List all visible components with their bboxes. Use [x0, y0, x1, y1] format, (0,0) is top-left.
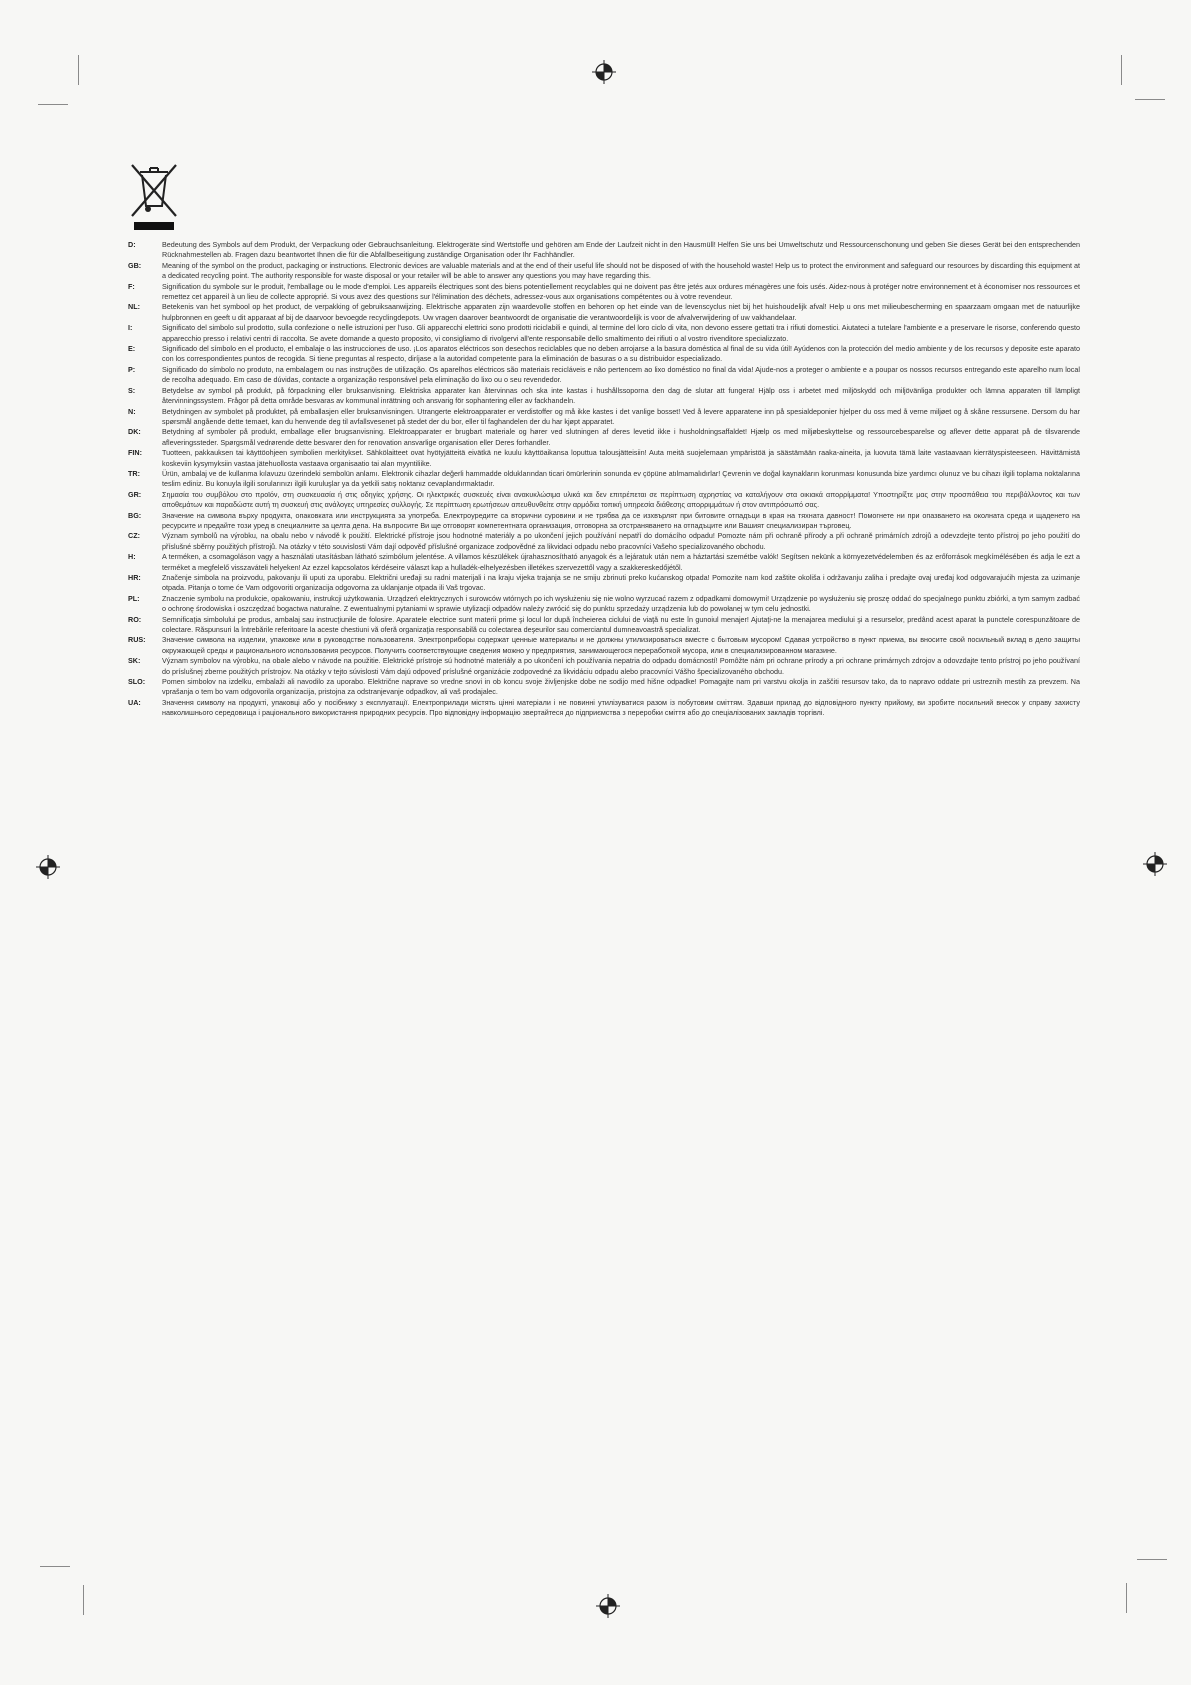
disposal-notice-entry — [128, 240, 1080, 261]
disposal-notice-text: Значение символа на изделии, упаковке или в руководстве пользователя. Электроприборы содержат ценные материалы и не должны утилизироваться вместе с бытовым мусором! Сдавая устройство в пункт приема, вы вносите свой посильный вклад в дело защиты окружающей среды и рационального использования ресурсов. Получить соответствующие сведения можно у предприятия, занимающегося переработкой мусора, или в специализированном магазине. — [162, 635, 1080, 655]
language-code: DK: — [128, 427, 141, 437]
disposal-notice-entry — [128, 594, 1080, 615]
crop-mark-bottom-right-h — [1137, 1559, 1167, 1560]
disposal-notice-entry — [128, 635, 1080, 656]
disposal-notice-text: Význam symbolov na výrobku, na obale alebo v návode na použitie. Elektrické prístroje sú hodnotné materiály a po ukončení ich používania nepatria do odpadu domácností! Pomôžte nám pri ochrane prírody a pri ochrane primárnych zdrojov a odovzdajte tento prístroj po jeho používaní do príslušnej zberne použitých prístrojov. Na otázky v tejto súvislosti Vám dajú odpoveď príslušné organizácie zodpovedné za likvidáciu odpadu alebo pracovníci Vášho špecializovaného obchodu. — [162, 656, 1080, 676]
language-code: UA: — [128, 697, 141, 707]
disposal-notice-entry — [128, 386, 1080, 407]
crop-mark-top-left-v — [78, 55, 79, 85]
disposal-notice-entry — [128, 344, 1080, 365]
language-code: D: — [128, 240, 136, 249]
language-code: N: — [128, 406, 136, 416]
registration-mark-icon — [36, 855, 60, 879]
language-code: FIN: — [128, 448, 142, 458]
language-code: SK: — [128, 656, 141, 666]
disposal-notice-text: Pomen simbolov na izdelku, embalaži ali navodilo za uporabo. Električne naprave so vredne snovi in ob koncu svoje življenjske dobe ne sodijo med hišne odpadke! Pomagajte nam pri varstvu okolja in zaščiti resursov tako, da to napravo oddate pri ustreznih mestih za prevzem. Na vprašanja o tem bo vam odgovorila organizacija, pristojna za odstranjevanje odpadkov, ali vaš prodajalec. — [162, 677, 1080, 697]
disposal-notice-entry — [128, 615, 1080, 636]
language-code: RO: — [128, 614, 142, 624]
language-code: NL: — [128, 302, 140, 312]
disposal-notice-entry — [128, 573, 1080, 594]
registration-mark-icon — [596, 1594, 620, 1618]
disposal-notice-text: Значення символу на продукті, упаковці або у посібнику з експлуатації. Електроприлади містять цінні матеріали і не повинні утилізуватися разом із побутовим сміттям. Здавши прилад до відповідного пункту прийому, ви зробите посильний внесок у справу захисту навколишнього середовища і раціонального використання природних ресурсів. Про відповідну інформацію звертайтеся до підприємства з переробки сміття або до спеціалізованих закладів торгівлі. — [162, 697, 1080, 718]
disposal-notice-entry — [128, 490, 1080, 511]
crop-mark-bottom-left-h — [40, 1566, 70, 1567]
language-code: BG: — [128, 510, 142, 520]
language-code: GB: — [128, 260, 142, 270]
language-code: I: — [128, 323, 133, 333]
language-code: TR: — [128, 468, 140, 478]
disposal-notice-entry — [128, 511, 1080, 532]
disposal-notice-text: Betydning af symboler på produkt, emballage eller brugsanvisning. Elektroapparater er brugbart materiale og hører ved slutningen af deres levetid ikke i husholdningsaffaldet! Hjælp os med miljøbeskyttelse og ressourcebesparelse og aflever dette apparat på de tilsvarende afleveringssteder. Spørgsmål vedrørende dette besvarer den for renovation ansvarlige organisation eller Deres forhandler. — [162, 427, 1080, 447]
language-code: E: — [128, 344, 136, 354]
disposal-notice-entry — [128, 448, 1080, 469]
disposal-notice-text: Significado do símbolo no produto, na embalagem ou nas instruções de utilização. Os aparelhos eléctricos são materiais recicláveis e não pertencem ao lixo doméstico no final da vida! Ajude-nos a proteger o ambiente e a poupar os nossos recursos entregando este aparelho num local de recolha adequado. Em caso de dúvidas, contacte a organização responsável pela eliminação do lixo ou o seu revendedor. — [162, 364, 1080, 385]
language-code: S: — [128, 385, 136, 395]
disposal-notice-entry — [128, 656, 1080, 677]
disposal-notice-text: Significato del simbolo sul prodotto, sulla confezione o nelle istruzioni per l'uso. Gli apparecchi elettrici sono prodotti riciclabili e quindi, al termine del loro ciclo di vita, non devono essere gettati tra i rifiuti domestici. Aiutateci a tutelare l'ambiente e a preservare le risorse, conferendo questo apparecchio presso i relativi centri di raccolta. Se avete domande a questo proposito, vi consigliamo di rivolgervi all'ente responsabile dello smaltimento dei rifiuti o al vostro rivenditore specializzato. — [162, 323, 1080, 343]
disposal-notice-text: Meaning of the symbol on the product, packaging or instructions. Electronic devices are valuable materials and at the end of their useful life should not be disposed of with the household waste! Help us to protect the environment and safeguard our resources by discarding this equipment at a dedicated recycling point. The authority responsible for waste disposal or your retailer will be able to answer any questions you may have regarding this. — [162, 260, 1080, 281]
disposal-notice-entry — [128, 698, 1080, 719]
disposal-notice-entry — [128, 407, 1080, 428]
disposal-notice-list — [128, 240, 1080, 719]
disposal-notice-text: A terméken, a csomagoláson vagy a használati utasításban látható szimbólum jelentése. A villamos készülékek újrahasznosítható anyagok és a lejáratuk után nem a háztartási szemétbe valók! Segítsen nekünk a környezetvédelemben és az erőforrások megkímélésében és adja le ezt a terméket a megfelelő visszaváteli helyeken! Az ezzel kapcsolatos kérdéseire választ kap a hulladék-elhelyezésben illetékes szervezettől vagy a szakkereskedőjétől. — [162, 552, 1080, 572]
crop-mark-top-right-v — [1121, 55, 1122, 85]
disposal-notice-text: Signification du symbole sur le produit, l'emballage ou le mode d'emploi. Les appareils électriques sont des biens potentiellement recyclables qui ne doivent pas être jetés aux ordures ménagères une fois usés. Aidez-nous à protéger notre environnement et à économiser nos ressources et remettez cet appareil à un lieu de collecte approprié. Si vous avez des questions sur l'élimination des déchets, adressez-vous aux organisations compétentes ou à votre revendeur. — [162, 281, 1080, 302]
crop-mark-bottom-right-v — [1126, 1583, 1127, 1613]
disposal-notice-entry — [128, 323, 1080, 344]
crop-mark-bottom-left-v — [83, 1585, 84, 1615]
disposal-notice-entry — [128, 302, 1080, 323]
disposal-notice-text: Ürün, ambalaj ve de kullanma kılavuzu üzerindeki sembolün anlamı. Elektronik cihazlar değerli hammadde olduklarından ticari ömürlerinin sonunda ev çöpüne atılmamalıdırlar! Çevrenin ve doğal kaynakların korunması konusunda bize yardımcı olunuz ve bu cihazı ilgili toplama noktalarına teslim ediniz. Bu konuyla ilgili sorularınızı ilgili kuruluşlar ya da yetkili satış noktanız cevaplandırmaktadır. — [162, 468, 1080, 489]
language-code: PL: — [128, 593, 140, 603]
language-code: H: — [128, 552, 136, 562]
language-code: HR: — [128, 573, 141, 582]
disposal-notice-text: Significado del símbolo en el producto, el embalaje o las instrucciones de uso. ¡Los aparatos eléctricos son desechos reciclables que no deben arrojarse a la basura doméstica al final de su vida útil! Ayúdenos con la protección del medio ambiente y de los recursos y deposite este aparato con los correspondientes puntos de recogida. Si tiene preguntas al respecto, diríjase a la autoridad competente para la eliminación de basuras o a su distribuidor especializado. — [162, 344, 1080, 364]
crop-mark-top-right-h — [1135, 99, 1165, 100]
disposal-notice-entry — [128, 282, 1080, 303]
language-code: GR: — [128, 489, 142, 499]
disposal-notice-entry — [128, 427, 1080, 448]
disposal-notice-text: Značenje simbola na proizvodu, pakovanju ili uputi za uporabu. Električni uređaji su radni materijali i na kraju vijeka trajanja se ne smiju zbrinuti preko kućanskog otpada! Pomozite nam kod zaštite okoliša i održavanju zaliha i predajte ovaj uređaj kod odgovarajućih mjesta za uzimanje otpada. Pitanja o tome će Vam odgovoriti organizacija odgovorna za uklanjanje otpada ili Vaš trgovac. — [162, 573, 1080, 593]
disposal-notice-text: Semnificaţia simbolului pe produs, ambalaj sau instrucţiunile de folosire. Aparatele electrice sunt materii prime şi locul lor după încheierea ciclului de viaţă nu este în gunoiul menajer! Ajutaţi-ne la menajarea mediului şi a resurselor, predând acest aparat la punctele corespunzătoare de colectare. Răspunsuri la întrebările referitoare la aceste chestiuni vă oferă organizaţia responsabilă cu colectarea deşeurilor sau comerciantul dumneavoastră specializat. — [162, 614, 1080, 635]
disposal-notice-text: Význam symbolů na výrobku, na obalu nebo v návodě k použití. Elektrické přístroje jsou hodnotné materiály a po ukončení jejich používání nepatří do domácího odpadu! Pomozte nám při ochraně přírody a při ochraně primárních zdrojů a odevzdejte tento přístroj po jeho použití do příslušné sběrny použitých přístrojů. Na otázky v této souvislosti Vám dají odpověď příslušné organizace zodpovědné za likvidaci odpadu nebo pracovníci Vašeho specializovaného obchodu. — [162, 531, 1080, 551]
disposal-notice-entry — [128, 365, 1080, 386]
disposal-notice-text: Σημασία του συμβόλου στο προϊόν, στη συσκευασία ή στις οδηγίες χρήσης. Οι ηλεκτρικές συσκευές είναι ανακυκλώσιμα υλικά και δεν επιτρέπεται σε περίπτωση αχρηστίας να καταλήγουν στα οικιακά απορρίμματα! Υποστηρίξτε μας στην προσπάθεια του περιβάλλοντος και των αποθεμάτων και παραδώστε αυτή τη συσκευή στις ανάλογες υπηρεσίες συλλογής. Σε περίπτωση ερωτήσεων απευθυνθείτε στην αρμόδια τοπική υπηρεσία διάθεσης απορριμμάτων ή στον αντιπρόσωπό σας. — [162, 489, 1080, 510]
disposal-notice-text: Betydelse av symbol på produkt, på förpackning eller bruksanvisning. Elektriska apparater kan återvinnas och ska inte kastas i hushållssoporna den dag de slutar att fungera! Hjälp oss i arbetet med miljöskydd och miljövänliga produkter och lämna apparaten till lämpligt återvinningssystem. Frågor på detta område besvaras av kommunal inrättning och ansvarig för sophantering eller av fackhandeln. — [162, 385, 1080, 406]
registration-mark-icon — [1143, 852, 1167, 876]
crop-mark-top-left-h — [38, 104, 68, 105]
disposal-notice-text: Bedeutung des Symbols auf dem Produkt, der Verpackung oder Gebrauchsanleitung. Elektrogeräte sind Wertstoffe und gehören am Ende der Laufzeit nicht in den Hausmüll! Helfen Sie uns bei Umweltschutz und Ressourcenschonung und geben Sie dieses Gerät bei den entsprechenden Rücknahmestellen ab. Fragen dazu beantwortet Ihnen die für die Abfallbeseitigung zuständige Organisation oder Ihr Fachhändler. — [162, 240, 1080, 260]
disposal-notice-entry — [128, 552, 1080, 573]
crossed-out-wheelie-bin-icon — [128, 162, 180, 232]
language-code: P: — [128, 364, 136, 374]
disposal-notice-entry — [128, 261, 1080, 282]
disposal-notice-entry — [128, 531, 1080, 552]
language-code: RUS: — [128, 635, 146, 645]
disposal-notice-text: Znaczenie symbolu na produkcie, opakowaniu, instrukcji użytkowania. Urządzeń elektrycznych i surowców wtórnych po ich wysłużeniu się nie wolno wyrzucać razem z odpadkami domowymi! Urządzenie po wysłużeniu się proszę oddać do specjalnego punktu zbiórki, a tym samym zadbać o ochronę środowiska i oszczędzać bogactwa naturalne. Z ewentualnymi pytaniami w sprawie utylizacji odpadów należy zwrócić się do punktu sprzedaży urządzenia lub do powołanej w tym celu jednostki. — [162, 593, 1080, 614]
disposal-notice-entry — [128, 469, 1080, 490]
disposal-notice-text: Betekenis van het symbool op het product, de verpakking of gebruiksaanwijzing. Elektrische apparaten zijn waardevolle stoffen en behoren op het einde van de levenscyclus niet bij het huishoudelijk afval! Help u ons met milieubescherming en spaarzaam omgaan met de natuurlijke hulpbronnen en geeft u dit apparaat af bij de daarvoor bevoegde recyclingdepots. Uw vragen daarover beantwoordt de organisatie die verantwoordelijk is voor de afvalverwijdering of uw vakhandelaar. — [162, 302, 1080, 322]
registration-mark-icon — [592, 60, 616, 84]
disposal-notice-entry — [128, 677, 1080, 698]
disposal-notice-text: Betydningen av symbolet på produktet, på emballasjen eller bruksanvisningen. Utrangerte elektroapparater er verdistoffer og må ikke kastes i det vanlige bosset! Ved å levere apparatene inn på spesialdeponier hjelper du oss med å verne miljøet og å skåne ressursene. Dersom du har spørsmål angående dette temaet, kan du henvende deg til avfallsvesenet på stedet der du bor, eller til faghandelen der du har kjøpt apparatet. — [162, 406, 1080, 426]
disposal-notice-text: Tuotteen, pakkauksen tai käyttöohjeen symbolien merkitykset. Sähkölaitteet ovat hyötyjätteitä eivätkä ne kuulu käyttöaikansa loputtua talousjätteisiin! Auta meitä suojelemaan ympäristöä ja säästämään raaka-aineita, ja luovuta tämä laite vastaavaan kierrätyspisteeseen. Hävittämistä koskeviin kysymyksiin vastaa jätehuollosta vastaava organisaatio tai alan myyntiliike. — [162, 448, 1080, 468]
language-code: F: — [128, 281, 135, 291]
language-code: CZ: — [128, 531, 140, 541]
disposal-notice-text: Значение на символа върху продукта, опаковката или инструкцията за употреба. Електроуредите са вторични суровини и не трябва да се изхвърлят при битовите отпадъци в края на тяхната давност! Помогнете ни при опазването на околната среда и щаденето на ресурсите и предайте този уред в специалните за целта депа. На въпросите Ви ще отговорят компетентната организация, отговорна за отстраняването на отпадъците или Вашият специализиран търговец. — [162, 510, 1080, 530]
language-code: SLO: — [128, 677, 146, 687]
